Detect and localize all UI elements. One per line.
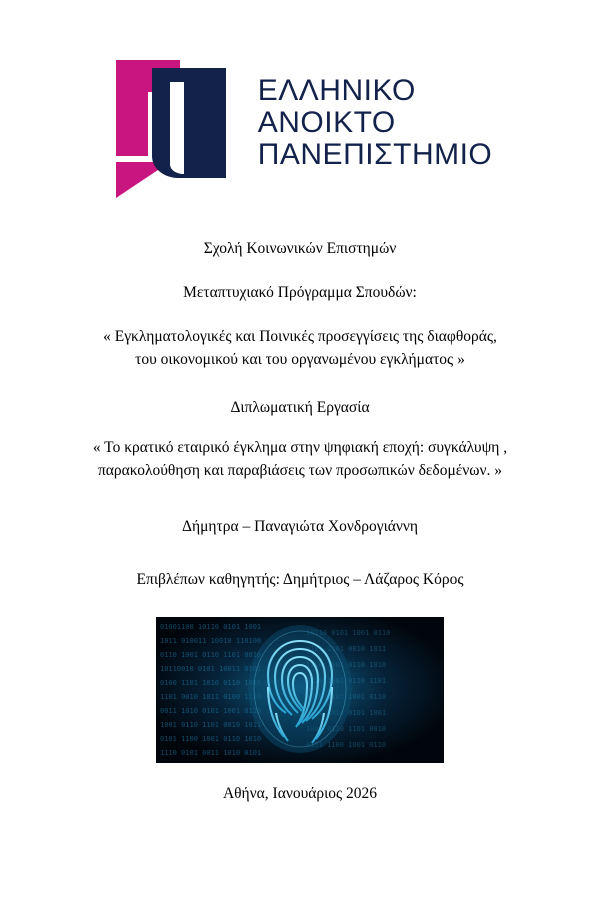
- logo-line-3: ΠΑΝΕΠΙΣΤΗΜΙΟ: [257, 137, 493, 171]
- svg-text:1100 1001 0110 1010: 1100 1001 0110 1010: [306, 661, 387, 670]
- cover-figure: [156, 617, 444, 763]
- svg-text:0101 1100 1001 0110: 0101 1100 1001 0110: [306, 741, 387, 750]
- program-title: [40, 325, 560, 372]
- logo-mark-icon: [108, 52, 240, 200]
- document-page: [0, 52, 600, 901]
- thesis-title-line-1: « Το κρατικό εταιρικό έγκλημα στην ψηφιακή εποχή: συγκάλυψη ,: [92, 438, 508, 456]
- svg-text:1011 010011 10010 110100: 1011 010011 10010 110100: [160, 637, 262, 646]
- svg-text:1101 0010 1011 0100 1110: 1101 0010 1011 0100 1110: [160, 693, 262, 702]
- thesis-title-line-2: παρακολούθηση και παραβιάσεις των προσωπικών δεδομένων. »: [97, 462, 503, 480]
- svg-text:0110 1001 0110 1101: 0110 1001 0110 1101: [306, 677, 387, 686]
- svg-text:0011 1010 0101 1001: 0011 1010 0101 1001: [306, 709, 387, 718]
- program-title-line-1: « Εγκληματολογικές και Ποινικές προσεγγίσεις της διαφθοράς,: [103, 327, 497, 345]
- author-name: Δήμητρα – Παναγιώτα Χονδρογιάννη: [182, 518, 418, 536]
- school-name: Σχολή Κοινωνικών Επιστημών: [203, 240, 397, 257]
- place-date: Αθήνα, Ιανουάριος 2026: [222, 785, 378, 803]
- svg-text:1110 0101 0011 1010 0101: 1110 0101 0011 1010 0101: [160, 749, 262, 758]
- svg-text:0101 1100 1001 0110 1010: 0101 1100 1001 0110 1010: [160, 735, 262, 744]
- logo-wordmark: [258, 75, 493, 176]
- svg-text:1010 0101 1001 0110: 1010 0101 1001 0110: [306, 693, 387, 702]
- svg-text:01001100 10110 0101 1001: 01001100 10110 0101 1001: [160, 623, 262, 632]
- program-label: Μεταπτυχιακό Πρόγραμμα Σπουδών:: [183, 284, 417, 302]
- svg-text:1001 0110 1101 0010 1011: 1001 0110 1101 0010 1011: [160, 721, 262, 730]
- thesis-label: Διπλωματική Εργασία: [230, 399, 370, 417]
- svg-text:0011 1010 0101 1001 0110: 0011 1010 0101 1001 0110: [160, 707, 262, 716]
- university-logo: [0, 52, 600, 200]
- program-title-line-2: του οικονομικού και του οργανωμένου εγκλήματος »: [135, 351, 465, 369]
- svg-text:10110 0101 1001 0110: 10110 0101 1001 0110: [306, 629, 391, 638]
- svg-text:0101 1101 0010 1011: 0101 1101 0010 1011: [306, 645, 387, 654]
- fingerprint-binary-icon: [156, 617, 444, 763]
- supervisor-name: Επιβλέπων καθηγητής: Δημήτριος – Λάζαρος Κόρος: [136, 570, 464, 588]
- svg-text:10110010 0101 10011 0101: 10110010 0101 10011 0101: [160, 665, 262, 674]
- svg-text:1001 0110 1101 0010: 1001 0110 1101 0010: [306, 725, 387, 734]
- thesis-title: [40, 436, 560, 483]
- svg-text:0100 1101 1010 0110 1001: 0100 1101 1010 0110 1001: [160, 679, 262, 688]
- logo-line-1: ΕΛΛΗΝΙΚΟ: [257, 74, 416, 108]
- logo-line-2: ΑΝΟΙΚΤΟ: [257, 106, 396, 140]
- title-page-body: [40, 238, 560, 591]
- svg-text:0110 1001 0110 1101 0010: 0110 1001 0110 1101 0010: [160, 651, 262, 660]
